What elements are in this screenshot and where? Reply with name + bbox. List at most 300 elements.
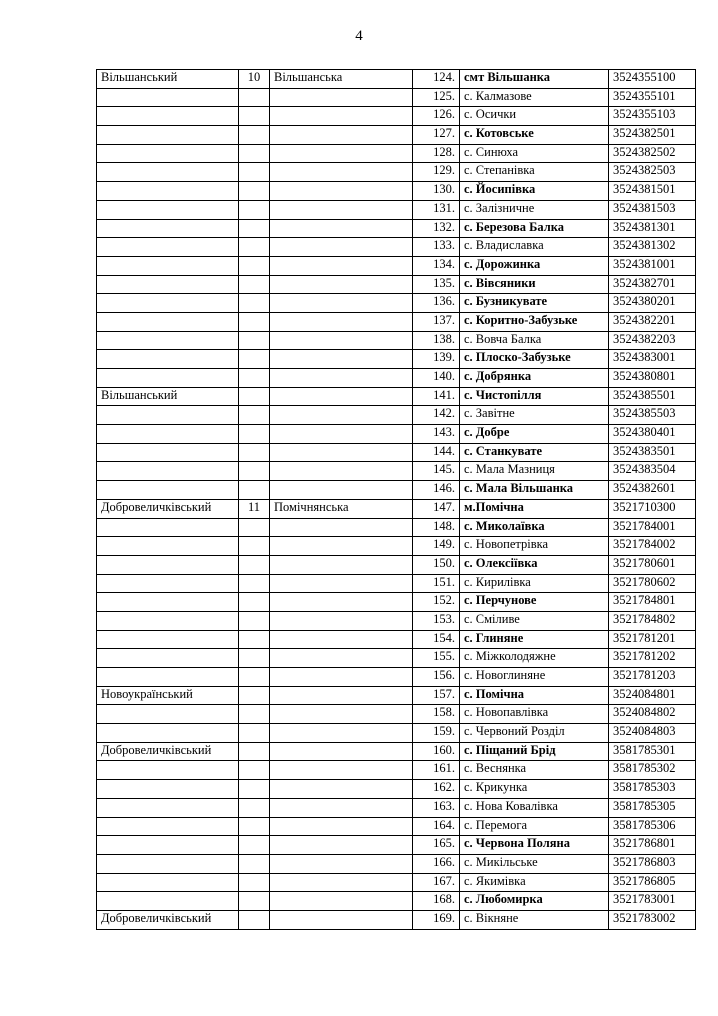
district-cell: Добровеличківський <box>97 499 239 518</box>
hromada-number-cell <box>239 182 270 201</box>
district-cell <box>97 555 239 574</box>
hromada-name-cell <box>270 574 413 593</box>
koatuu-code-cell: 3581785303 <box>609 780 696 799</box>
hromada-number-cell <box>239 705 270 724</box>
settlement-name-cell: с. Владиславка <box>460 238 609 257</box>
settlement-name-cell: с. Дорожинка <box>460 256 609 275</box>
row-index-cell: 127. <box>413 126 460 145</box>
settlement-name-cell: с. Якимівка <box>460 873 609 892</box>
row-index-cell: 155. <box>413 649 460 668</box>
district-cell <box>97 574 239 593</box>
settlement-name-cell: с. Йосипівка <box>460 182 609 201</box>
table-row <box>97 761 696 780</box>
koatuu-code-cell: 3521783002 <box>609 910 696 929</box>
koatuu-code-cell: 3524385503 <box>609 406 696 425</box>
table-row <box>97 182 696 201</box>
koatuu-code-cell: 3521784801 <box>609 593 696 612</box>
hromada-number-cell <box>239 780 270 799</box>
hromada-name-cell <box>270 88 413 107</box>
hromada-name-cell <box>270 369 413 388</box>
settlement-name-cell: с. Завітне <box>460 406 609 425</box>
hromada-name-cell <box>270 686 413 705</box>
table-row <box>97 312 696 331</box>
table-row <box>97 892 696 911</box>
hromada-name-cell <box>270 649 413 668</box>
district-cell <box>97 724 239 743</box>
hromada-name-cell <box>270 836 413 855</box>
hromada-number-cell <box>239 724 270 743</box>
hromada-name-cell <box>270 817 413 836</box>
table-row <box>97 780 696 799</box>
koatuu-code-cell: 3524355100 <box>609 70 696 89</box>
hromada-number-cell <box>239 107 270 126</box>
koatuu-code-cell: 3524382503 <box>609 163 696 182</box>
hromada-number-cell <box>239 761 270 780</box>
row-index-cell: 140. <box>413 369 460 388</box>
row-index-cell: 146. <box>413 481 460 500</box>
hromada-number-cell <box>239 686 270 705</box>
table-row <box>97 481 696 500</box>
settlement-name-cell: с. Добрянка <box>460 369 609 388</box>
hromada-number-cell <box>239 836 270 855</box>
settlement-name-cell: с. Березова Балка <box>460 219 609 238</box>
settlement-name-cell: смт Вільшанка <box>460 70 609 89</box>
table-row <box>97 219 696 238</box>
settlement-name-cell: с. Вівсяники <box>460 275 609 294</box>
row-index-cell: 151. <box>413 574 460 593</box>
koatuu-code-cell: 3524084803 <box>609 724 696 743</box>
hromada-name-cell <box>270 705 413 724</box>
district-cell <box>97 294 239 313</box>
koatuu-code-cell: 3524382203 <box>609 331 696 350</box>
hromada-number-cell <box>239 854 270 873</box>
hromada-number-cell <box>239 910 270 929</box>
district-cell <box>97 462 239 481</box>
district-cell <box>97 481 239 500</box>
table-row <box>97 686 696 705</box>
hromada-name-cell <box>270 126 413 145</box>
row-index-cell: 150. <box>413 555 460 574</box>
settlement-name-cell: с. Плоско-Забузьке <box>460 350 609 369</box>
koatuu-code-cell: 3521783001 <box>609 892 696 911</box>
row-index-cell: 162. <box>413 780 460 799</box>
settlement-name-cell: с. Микільське <box>460 854 609 873</box>
district-cell <box>97 312 239 331</box>
district-cell <box>97 668 239 687</box>
hromada-name-cell <box>270 593 413 612</box>
hromada-name-cell <box>270 238 413 257</box>
koatuu-code-cell: 3521781202 <box>609 649 696 668</box>
koatuu-code-cell: 3524084801 <box>609 686 696 705</box>
district-cell <box>97 611 239 630</box>
table-row <box>97 70 696 89</box>
koatuu-code-cell: 3581785301 <box>609 742 696 761</box>
hromada-name-cell <box>270 611 413 630</box>
row-index-cell: 161. <box>413 761 460 780</box>
hromada-number-cell <box>239 443 270 462</box>
hromada-number-cell <box>239 555 270 574</box>
koatuu-code-cell: 3524383504 <box>609 462 696 481</box>
hromada-name-cell <box>270 873 413 892</box>
hromada-number-cell <box>239 425 270 444</box>
koatuu-code-cell: 3524380201 <box>609 294 696 313</box>
row-index-cell: 152. <box>413 593 460 612</box>
settlement-name-cell: с. Мала Мазниця <box>460 462 609 481</box>
settlement-name-cell: с. Станкувате <box>460 443 609 462</box>
table-row <box>97 724 696 743</box>
koatuu-code-cell: 3524382201 <box>609 312 696 331</box>
settlement-name-cell: м.Помічна <box>460 499 609 518</box>
table-row <box>97 836 696 855</box>
table-row <box>97 798 696 817</box>
koatuu-code-cell: 3521786803 <box>609 854 696 873</box>
row-index-cell: 149. <box>413 537 460 556</box>
table-row <box>97 593 696 612</box>
hromada-name-cell: Вільшанська <box>270 70 413 89</box>
settlements-table <box>96 69 696 930</box>
settlement-name-cell: с. Кирилівка <box>460 574 609 593</box>
koatuu-code-cell: 3521786805 <box>609 873 696 892</box>
hromada-number-cell <box>239 817 270 836</box>
hromada-number-cell <box>239 200 270 219</box>
row-index-cell: 126. <box>413 107 460 126</box>
hromada-name-cell <box>270 761 413 780</box>
row-index-cell: 145. <box>413 462 460 481</box>
row-index-cell: 153. <box>413 611 460 630</box>
hromada-number-cell <box>239 574 270 593</box>
table-row <box>97 443 696 462</box>
hromada-number-cell <box>239 275 270 294</box>
hromada-name-cell <box>270 182 413 201</box>
settlement-name-cell: с. Осички <box>460 107 609 126</box>
koatuu-code-cell: 3524383501 <box>609 443 696 462</box>
settlement-name-cell: с. Мала Вільшанка <box>460 481 609 500</box>
district-cell: Вільшанський <box>97 70 239 89</box>
district-cell <box>97 144 239 163</box>
hromada-number-cell <box>239 126 270 145</box>
table-row <box>97 238 696 257</box>
hromada-name-cell <box>270 724 413 743</box>
district-cell <box>97 649 239 668</box>
settlement-name-cell: с. Коритно-Забузьке <box>460 312 609 331</box>
district-cell <box>97 369 239 388</box>
row-index-cell: 128. <box>413 144 460 163</box>
koatuu-code-cell: 3581785305 <box>609 798 696 817</box>
row-index-cell: 156. <box>413 668 460 687</box>
table-row <box>97 705 696 724</box>
koatuu-code-cell: 3524381001 <box>609 256 696 275</box>
hromada-name-cell <box>270 219 413 238</box>
table-row <box>97 144 696 163</box>
koatuu-code-cell: 3524381302 <box>609 238 696 257</box>
row-index-cell: 157. <box>413 686 460 705</box>
district-cell <box>97 219 239 238</box>
settlement-name-cell: с. Веснянка <box>460 761 609 780</box>
settlement-name-cell: с. Новопавлівка <box>460 705 609 724</box>
hromada-number-cell <box>239 387 270 406</box>
table-row <box>97 555 696 574</box>
district-cell <box>97 275 239 294</box>
district-cell: Добровеличківський <box>97 910 239 929</box>
district-cell <box>97 780 239 799</box>
hromada-name-cell <box>270 742 413 761</box>
table-row <box>97 611 696 630</box>
district-cell <box>97 425 239 444</box>
district-cell <box>97 761 239 780</box>
hromada-name-cell <box>270 144 413 163</box>
district-cell <box>97 836 239 855</box>
koatuu-code-cell: 3524382501 <box>609 126 696 145</box>
district-cell <box>97 88 239 107</box>
table-row <box>97 425 696 444</box>
hromada-name-cell <box>270 630 413 649</box>
hromada-name-cell <box>270 854 413 873</box>
hromada-number-cell <box>239 649 270 668</box>
hromada-number-cell <box>239 742 270 761</box>
table-row <box>97 350 696 369</box>
row-index-cell: 164. <box>413 817 460 836</box>
hromada-name-cell <box>270 406 413 425</box>
hromada-name-cell <box>270 481 413 500</box>
row-index-cell: 139. <box>413 350 460 369</box>
settlement-name-cell: с. Глиняне <box>460 630 609 649</box>
hromada-number-cell <box>239 537 270 556</box>
district-cell <box>97 630 239 649</box>
settlement-name-cell: с. Степанівка <box>460 163 609 182</box>
koatuu-code-cell: 3524381501 <box>609 182 696 201</box>
row-index-cell: 125. <box>413 88 460 107</box>
district-cell <box>97 854 239 873</box>
hromada-number-cell <box>239 593 270 612</box>
hromada-name-cell <box>270 107 413 126</box>
row-index-cell: 129. <box>413 163 460 182</box>
table-row <box>97 331 696 350</box>
row-index-cell: 163. <box>413 798 460 817</box>
hromada-number-cell <box>239 219 270 238</box>
row-index-cell: 141. <box>413 387 460 406</box>
hromada-name-cell <box>270 892 413 911</box>
table-row <box>97 854 696 873</box>
hromada-number-cell <box>239 238 270 257</box>
hromada-name-cell <box>270 798 413 817</box>
koatuu-code-cell: 3524382701 <box>609 275 696 294</box>
hromada-name-cell <box>270 200 413 219</box>
table-row <box>97 668 696 687</box>
hromada-name-cell <box>270 275 413 294</box>
district-cell <box>97 537 239 556</box>
district-cell <box>97 798 239 817</box>
koatuu-code-cell: 3521710300 <box>609 499 696 518</box>
row-index-cell: 134. <box>413 256 460 275</box>
district-cell <box>97 182 239 201</box>
table-row <box>97 518 696 537</box>
hromada-name-cell <box>270 256 413 275</box>
table-row <box>97 537 696 556</box>
row-index-cell: 169. <box>413 910 460 929</box>
settlement-name-cell: с. Котовське <box>460 126 609 145</box>
koatuu-code-cell: 3521781201 <box>609 630 696 649</box>
table-row <box>97 387 696 406</box>
district-cell <box>97 593 239 612</box>
district-cell <box>97 892 239 911</box>
hromada-name-cell <box>270 780 413 799</box>
koatuu-code-cell: 3521784001 <box>609 518 696 537</box>
settlement-name-cell: с. Синюха <box>460 144 609 163</box>
row-index-cell: 159. <box>413 724 460 743</box>
hromada-name-cell <box>270 163 413 182</box>
district-cell <box>97 238 239 257</box>
row-index-cell: 135. <box>413 275 460 294</box>
settlement-name-cell: с. Помічна <box>460 686 609 705</box>
table-row <box>97 88 696 107</box>
district-cell: Новоукраїнський <box>97 686 239 705</box>
hromada-name-cell <box>270 331 413 350</box>
hromada-number-cell <box>239 88 270 107</box>
table-row <box>97 256 696 275</box>
table-row <box>97 294 696 313</box>
hromada-name-cell <box>270 312 413 331</box>
settlement-name-cell: с. Червоний Розділ <box>460 724 609 743</box>
hromada-number-cell: 10 <box>239 70 270 89</box>
settlement-name-cell: с. Чистопілля <box>460 387 609 406</box>
settlement-name-cell: с. Залізничне <box>460 200 609 219</box>
row-index-cell: 166. <box>413 854 460 873</box>
koatuu-code-cell: 3521780601 <box>609 555 696 574</box>
koatuu-code-cell: 3521784802 <box>609 611 696 630</box>
hromada-number-cell <box>239 462 270 481</box>
koatuu-code-cell: 3524380801 <box>609 369 696 388</box>
hromada-number-cell <box>239 369 270 388</box>
row-index-cell: 165. <box>413 836 460 855</box>
koatuu-code-cell: 3521784002 <box>609 537 696 556</box>
table-row <box>97 126 696 145</box>
row-index-cell: 124. <box>413 70 460 89</box>
table-row <box>97 369 696 388</box>
hromada-number-cell <box>239 611 270 630</box>
row-index-cell: 160. <box>413 742 460 761</box>
district-cell <box>97 350 239 369</box>
row-index-cell: 143. <box>413 425 460 444</box>
row-index-cell: 154. <box>413 630 460 649</box>
table-row <box>97 817 696 836</box>
table-row <box>97 910 696 929</box>
table-row <box>97 107 696 126</box>
row-index-cell: 132. <box>413 219 460 238</box>
row-index-cell: 138. <box>413 331 460 350</box>
hromada-name-cell <box>270 518 413 537</box>
row-index-cell: 148. <box>413 518 460 537</box>
hromada-number-cell <box>239 406 270 425</box>
settlement-name-cell: с. Любомирка <box>460 892 609 911</box>
table-body <box>97 70 696 930</box>
district-cell <box>97 107 239 126</box>
district-cell <box>97 817 239 836</box>
row-index-cell: 137. <box>413 312 460 331</box>
table-row <box>97 406 696 425</box>
hromada-number-cell <box>239 256 270 275</box>
hromada-number-cell <box>239 144 270 163</box>
row-index-cell: 131. <box>413 200 460 219</box>
hromada-number-cell <box>239 518 270 537</box>
hromada-name-cell <box>270 555 413 574</box>
koatuu-code-cell: 3521781203 <box>609 668 696 687</box>
hromada-number-cell <box>239 630 270 649</box>
row-index-cell: 142. <box>413 406 460 425</box>
settlement-name-cell: с. Калмазове <box>460 88 609 107</box>
koatuu-code-cell: 3521786801 <box>609 836 696 855</box>
district-cell <box>97 126 239 145</box>
koatuu-code-cell: 3524385501 <box>609 387 696 406</box>
hromada-number-cell <box>239 350 270 369</box>
district-cell <box>97 406 239 425</box>
koatuu-code-cell: 3581785302 <box>609 761 696 780</box>
row-index-cell: 167. <box>413 873 460 892</box>
hromada-name-cell <box>270 668 413 687</box>
hromada-number-cell <box>239 892 270 911</box>
hromada-number-cell <box>239 873 270 892</box>
hromada-name-cell <box>270 462 413 481</box>
row-index-cell: 158. <box>413 705 460 724</box>
table-row <box>97 275 696 294</box>
koatuu-code-cell: 3524381301 <box>609 219 696 238</box>
hromada-number-cell <box>239 163 270 182</box>
district-cell <box>97 200 239 219</box>
district-cell <box>97 705 239 724</box>
koatuu-code-cell: 3524383001 <box>609 350 696 369</box>
hromada-number-cell <box>239 294 270 313</box>
settlement-name-cell: с. Новопетрівка <box>460 537 609 556</box>
table-row <box>97 574 696 593</box>
hromada-number-cell <box>239 481 270 500</box>
row-index-cell: 136. <box>413 294 460 313</box>
koatuu-code-cell: 3524084802 <box>609 705 696 724</box>
hromada-number-cell <box>239 798 270 817</box>
hromada-number-cell <box>239 668 270 687</box>
settlement-name-cell: с. Добре <box>460 425 609 444</box>
settlement-name-cell: с. Сміливе <box>460 611 609 630</box>
table-row <box>97 630 696 649</box>
row-index-cell: 147. <box>413 499 460 518</box>
district-cell <box>97 443 239 462</box>
koatuu-code-cell: 3524355103 <box>609 107 696 126</box>
table-row <box>97 742 696 761</box>
hromada-number-cell: 11 <box>239 499 270 518</box>
koatuu-code-cell: 3521780602 <box>609 574 696 593</box>
settlement-name-cell: с. Піщаний Брід <box>460 742 609 761</box>
hromada-name-cell: Помічнянська <box>270 499 413 518</box>
table-row <box>97 649 696 668</box>
settlement-name-cell: с. Перчунове <box>460 593 609 612</box>
hromada-number-cell <box>239 312 270 331</box>
settlement-name-cell: с. Олексіївка <box>460 555 609 574</box>
district-cell <box>97 873 239 892</box>
table-row <box>97 462 696 481</box>
district-cell: Добровеличківський <box>97 742 239 761</box>
district-cell: Вільшанський <box>97 387 239 406</box>
row-index-cell: 144. <box>413 443 460 462</box>
hromada-name-cell <box>270 350 413 369</box>
settlement-name-cell: с. Міжколодяжне <box>460 649 609 668</box>
hromada-name-cell <box>270 537 413 556</box>
table-row <box>97 163 696 182</box>
settlement-name-cell: с. Нова Ковалівка <box>460 798 609 817</box>
table-row <box>97 200 696 219</box>
page-number: 4 <box>355 28 363 44</box>
settlement-name-cell: с. Новоглиняне <box>460 668 609 687</box>
koatuu-code-cell: 3524382601 <box>609 481 696 500</box>
hromada-name-cell <box>270 443 413 462</box>
settlement-name-cell: с. Червона Поляна <box>460 836 609 855</box>
